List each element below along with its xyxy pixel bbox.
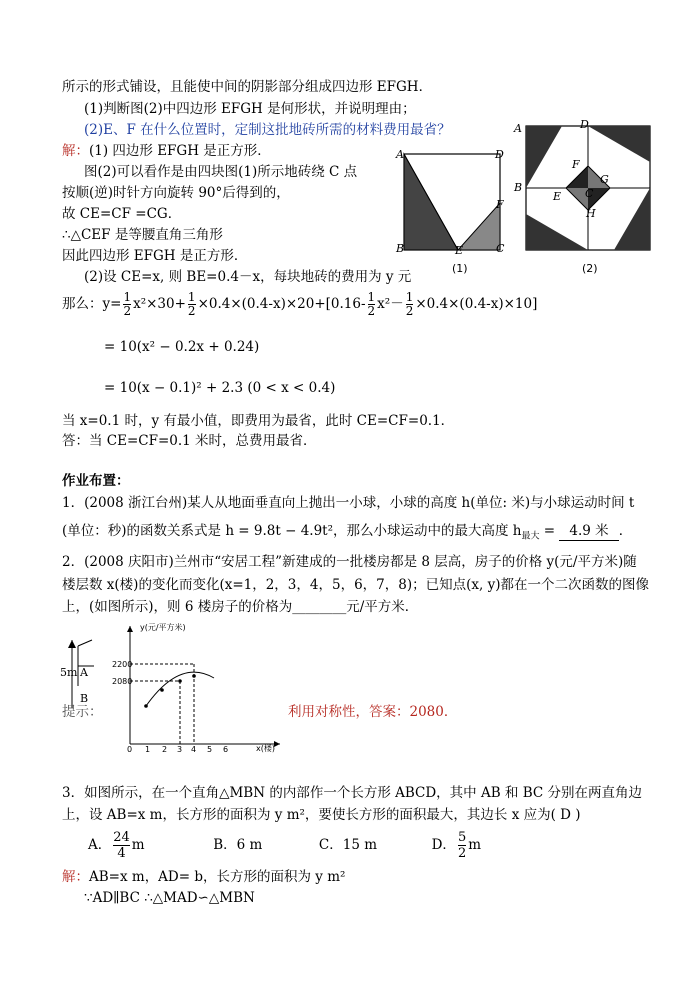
option-a-numerator: 24 <box>113 830 130 845</box>
figure-1-caption: (1) <box>452 262 468 275</box>
problem-2-line-3 <box>62 598 418 616</box>
problem-1-subscript: 最大 <box>521 531 540 542</box>
problem-2-blank: ________ <box>292 599 347 615</box>
problem-1-line-1: 1．(2008 浙江台州)某人从地面垂直向上抛出一小球，小球的高度 h(单位: 米)与小球运动时间 t <box>62 495 635 511</box>
solution-answer: 答：当 CE=CF=0.1 米时，总费用最省． <box>62 433 317 449</box>
figure-1-drawing <box>396 148 508 260</box>
formula-part-a: x²×30+ <box>133 296 186 312</box>
problem-3-options <box>88 828 481 862</box>
option-a-unit: m <box>131 837 145 853</box>
option-a-label: A． <box>88 837 112 853</box>
fig2-label-F: F <box>572 158 580 171</box>
solution-line-1 <box>62 142 271 160</box>
solution-line-6: 因此四边形 EFGH 是正方形． <box>62 248 248 264</box>
sketch-label-5m: 5m <box>60 666 78 679</box>
solution-line-5: ∴△CEF 是等腰直角三角形 <box>62 227 223 243</box>
graph-xtick-1: 1 <box>145 745 151 754</box>
option-b: B．6 m <box>213 837 263 853</box>
graph-y-label: y(元/平方米) <box>140 623 186 632</box>
sketch-label-B: B <box>80 692 89 705</box>
graph-xtick-0: 0 <box>127 745 133 754</box>
fig1-label-B: B <box>396 242 405 255</box>
solution-line-3: 按顺(逆)时针方向旋转 90°后得到的， <box>62 185 290 201</box>
formula-part-c: x²－ <box>377 296 404 312</box>
fig2-label-C: C <box>585 187 594 200</box>
fraction-half: $\frac{1}{2}$ <box>367 290 376 318</box>
question-2: (2)E、F 在什么位置时，定制这批地砖所需的材料费用最省？ <box>84 122 451 138</box>
graph-xtick-3: 3 <box>177 745 183 754</box>
option-d-label: D． <box>431 837 456 853</box>
fig1-label-A: A <box>396 148 404 161</box>
problem-3-solution-1 <box>62 868 345 886</box>
option-d-fraction <box>458 830 466 861</box>
problem-3-line-1: 3．如图所示，在一个直角△MBN 的内部作一个长方形 ABCD，其中 AB 和 BC 分别在两直角边 <box>62 785 643 801</box>
fraction-half: $\frac{1}{2}$ <box>405 290 414 318</box>
homework-title: 作业布置： <box>62 473 130 489</box>
solution-line-2: 图(2)可以看作是由四块图(1)所示地砖绕 C 点 <box>84 164 358 180</box>
fig2-label-A: A <box>514 122 522 135</box>
problem-1-equals: = <box>539 523 560 539</box>
fig2-label-B: B <box>514 181 523 194</box>
problem-2-line-2: 楼层数 x(楼)的变化而变化(x=1，2，3，4，5，6，7，8)；已知点(x, y)都在一个二次函数的图像 <box>62 577 649 593</box>
graph-xtick-2: 2 <box>162 745 168 754</box>
figure-1-tile <box>396 148 508 260</box>
formula-step-2: = 10(x − 0.1)² + 2.3 (0 < x < 0.4) <box>104 380 336 396</box>
graph-ytick-2200: 2200 <box>112 660 133 669</box>
hint-label: 提示： <box>62 704 103 720</box>
intro-line: 所示的形式铺设，且能使中间的阴影部分组成四边形 EFGH． <box>62 79 433 95</box>
solution-label: 解： <box>62 143 89 159</box>
graph-x-label: x(楼) <box>256 744 275 753</box>
problem-2-unit: 元/平方米． <box>346 599 419 615</box>
option-d-denominator: 2 <box>457 846 467 861</box>
problem-3-line-2: 上，设 AB=x m，长方形的面积为 y m²，要使长方形的面积最大，其边长 x 应为( D ) <box>62 807 581 823</box>
problem-1-answer: 4.9 米 <box>559 522 618 541</box>
price-graph <box>110 620 290 760</box>
graph-ytick-2080: 2080 <box>112 677 133 686</box>
price-graph-drawing <box>110 620 290 760</box>
fig2-label-G: G <box>600 173 609 186</box>
fig1-label-C: C <box>496 242 505 255</box>
formula-prefix: 那么：y= <box>62 296 122 312</box>
option-d-numerator: 5 <box>457 830 467 845</box>
problem-1-line-2 <box>62 522 632 546</box>
graph-xtick-5: 5 <box>207 745 213 754</box>
solution-minimum: 当 x=0.1 时，y 有最小值，即费用为最省，此时 CE=CF=0.1． <box>62 413 455 429</box>
figure-2-caption: (2) <box>582 262 598 275</box>
fraction-half: $\frac{1}{2}$ <box>187 290 196 318</box>
fig2-label-H: H <box>586 207 596 220</box>
sketch-label-A: A <box>80 666 88 679</box>
fig2-label-E: E <box>553 190 562 203</box>
option-a-fraction <box>113 830 130 861</box>
cost-formula <box>62 289 537 319</box>
problem-2-text: 上，(如图所示)，则 6 楼房子的价格为 <box>62 599 293 615</box>
hint-answer: 利用对称性，答案：2080． <box>288 704 458 720</box>
problem-1-text: (单位：秒)的函数关系式是 h = 9.8t − 4.9t²，那么小球运动中的最大高度 h <box>62 523 522 539</box>
problem-3-solution-2: ∵AD∥BC ∴△MAD∽△MBN <box>84 890 255 906</box>
problem-2-line-1: 2．(2008 庆阳市)兰州市“安居工程”新建成的一批楼房都是 8 层高，房子的价格 y(元/平方米)随 <box>62 554 637 570</box>
formula-part-b: ×0.4×(0.4-x)×20+[0.16- <box>197 296 366 312</box>
fraction-half: $\frac{1}{2}$ <box>123 290 132 318</box>
graph-xtick-6: 6 <box>223 745 229 754</box>
option-a-denominator: 4 <box>113 845 130 861</box>
formula-step-1: = 10(x² − 0.2x + 0.24) <box>104 339 260 355</box>
option-c: C．15 m <box>318 837 378 853</box>
solution-text: (1) 四边形 EFGH 是正方形． <box>89 143 271 159</box>
question-1: (1)判断图(2)中四边形 EFGH 是何形状，并说明理由； <box>84 101 416 117</box>
option-d-unit: m <box>468 837 482 853</box>
problem-1-end: ． <box>618 523 633 539</box>
formula-part-d: ×0.4×(0.4-x)×10] <box>415 296 538 312</box>
solution-line-4: 故 CE=CF =CG． <box>62 206 182 222</box>
problem-3-solution-label: 解： <box>62 869 89 885</box>
problem-3-solution-text: AB=x m，AD= b，长方形的面积为 y m² <box>89 869 346 885</box>
graph-xtick-4: 4 <box>191 745 197 754</box>
fig1-label-F: F <box>496 198 504 211</box>
fig1-label-D: D <box>495 148 504 161</box>
fig2-label-D: D <box>580 118 589 131</box>
fig1-label-E: E <box>455 244 464 257</box>
solution-line-7: (2)设 CE=x, 则 BE=0.4－x，每块地砖的费用为 y 元 <box>84 269 412 285</box>
